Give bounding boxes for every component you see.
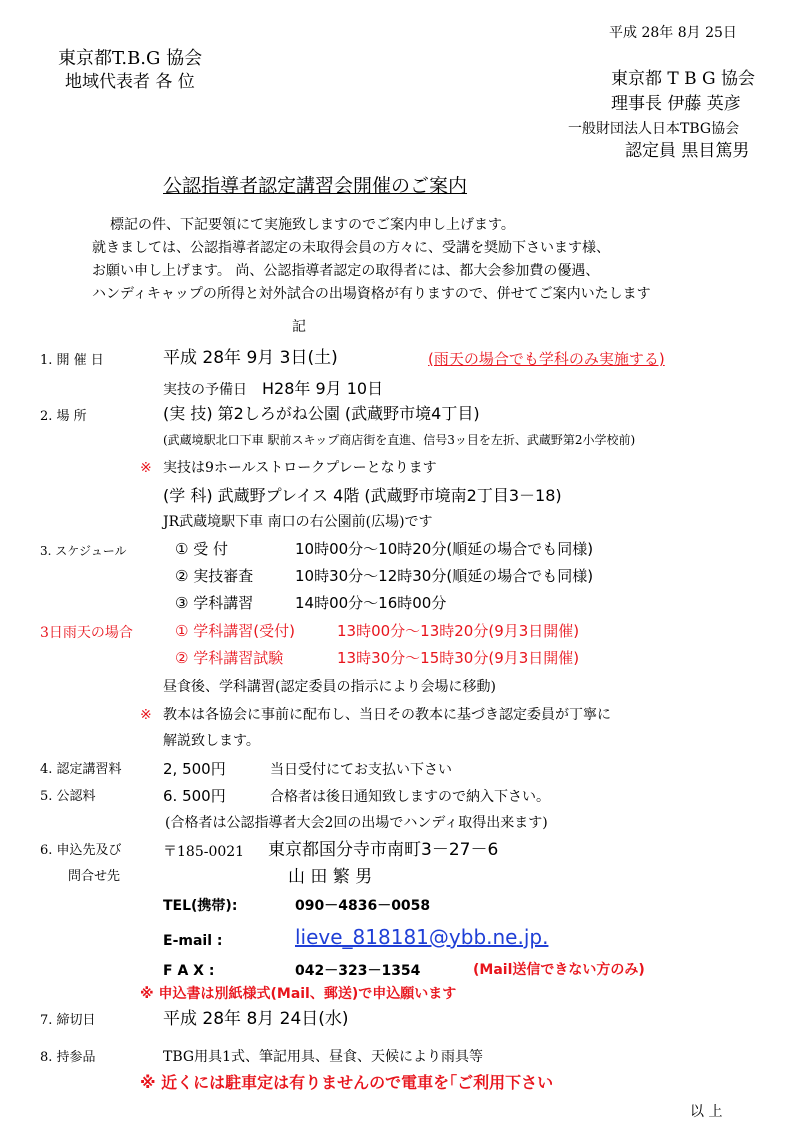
fee-amount: 2, 500円 [163,760,226,778]
schedule-time: 14時00分～16時00分 [295,594,447,612]
practical-note: 実技は9ホールストロークプレーとなります [163,460,437,476]
item-label-bring: 8. 持参品 [40,1050,96,1065]
sender-chair: 理事長 伊藤 英彦 [611,94,741,114]
item-label-deadline: 7. 締切日 [40,1013,96,1028]
fax-number: 042－323－1354 [295,963,421,979]
schedule-time: 10時30分～12時30分(順延の場合でも同様) [295,567,594,585]
sender-org: 東京都 T B G 協会 [611,69,756,89]
document-date: 平成 28年 8月 25日 [609,25,737,41]
tel-number: 090－4836－0058 [295,898,431,914]
rain-schedule-label: 3日雨天の場合 [40,625,133,641]
postal-code: 〒185-0021 [163,844,245,860]
item-label-contact: 6. 申込先及び [40,843,122,858]
intro-line: 就きましては、公認指導者認定の未取得会員の方々に、受講を奨励下さいます様、 [92,240,610,256]
email-link[interactable]: lieve_818181@ybb.ne.jp. [295,925,549,949]
item-label-date: 1. 開 催 日 [40,353,104,368]
reserve-date: H28年 9月 10日 [262,379,384,398]
contact-address: 東京都国分寺市南町3－27－6 [268,840,499,860]
schedule-note: 教本は各協会に事前に配布し、当日その教本に基づき認定委員が丁寧に [163,707,611,723]
schedule-note: 解説致します。 [163,733,260,749]
intro-line: お願い申し上げます。 尚、公認指導者認定の取得者には、都大会参加費の優遇、 [92,263,600,279]
item-label-cert-fee: 5. 公認料 [40,789,96,804]
ki-mark: 記 [292,319,306,335]
recipient-person: 地域代表者 各 位 [65,72,195,92]
intro-line: 標記の件、下記要領にて実施致しますのでご案内申し上げます。 [110,217,515,233]
item-label-fee: 4. 認定講習料 [40,762,122,777]
parking-note: ※ 近くには駐車定は有りませんので電車を｢ご利用下さい [140,1073,554,1092]
rain-schedule-item: ① 学科講習(受付) [175,622,295,640]
theory-venue: (学 科) 武蔵野プレイス 4階 (武蔵野市境南2丁目3－18) [163,486,562,505]
bring-items: TBG用具1式、筆記用具、昼食、天候により雨具等 [163,1049,483,1065]
rain-schedule-time: 13時30分～15時30分(9月3日開催) [337,649,580,667]
item-label-contact-2: 問合せ先 [68,869,121,884]
recipient-org: 東京都T.B.G 協会 [58,48,203,69]
intro-line: ハンディキャップの所得と対外試合の出場資格が有りますので、併せてご案内いたします [92,286,651,302]
fee-text: 当日受付にてお支払い下さい [270,762,452,778]
rain-note: (雨天の場合でも学科のみ実施する) [428,350,665,368]
tel-label: TEL(携帯): [163,898,238,914]
rain-schedule-item: ② 学科講習試験 [175,649,284,667]
sender-association: 一般財団法人日本TBG協会 [568,121,740,137]
rain-schedule-time: 13時00分～13時20分(9月3日開催) [337,622,580,640]
note-mark: ※ [140,460,152,476]
contact-name: 山 田 繁 男 [288,867,373,887]
reserve-label: 実技の予備日 [163,382,247,398]
cert-fee-text: 合格者は後日通知致しますので納入下さい。 [270,789,550,805]
cert-fee-note: (合格者は公認指導者大会2回の出場でハンディ取得出来ます) [165,815,548,831]
schedule-item: ③ 学科講習 [175,594,254,612]
fax-note: (Mail送信できない方のみ) [473,962,645,978]
note-mark: ※ [140,707,152,723]
schedule-item: ① 受 付 [175,540,228,558]
practical-venue: (実 技) 第2しろがね公園 (武蔵野市境4丁目) [163,404,480,423]
event-date: 平成 28年 9月 3日(土) [163,348,338,368]
practical-access: (武蔵境駅北口下車 駅前スキップ商店街を直進、信号3ッ目を左折、武蔵野第2小学校前) [163,433,636,447]
schedule-after: 昼食後、学科講習(認定委員の指示により会場に移動) [163,679,496,695]
schedule-time: 10時00分～10時20分(順延の場合でも同様) [295,540,594,558]
fax-label: F A X : [163,963,215,979]
deadline-date: 平成 28年 8月 24日(水) [163,1009,349,1029]
item-label-schedule: 3. スケジュール [40,544,127,558]
sender-certifier: 認定員 黒目篤男 [625,141,750,161]
cert-fee-amount: 6. 500円 [163,787,226,805]
item-label-place: 2. 場 所 [40,409,87,424]
document-title: 公認指導者認定講習会開催のご案内 [163,175,468,197]
email-label: E-mail : [163,933,223,949]
closing-mark: 以 上 [690,1104,723,1120]
schedule-item: ② 実技審査 [175,567,254,585]
theory-access: JR武蔵境駅下車 南口の右公園前(広場)です [163,514,433,530]
apply-note: ※ 申込書は別紙様式(Mail、郵送)で申込願います [140,986,457,1002]
